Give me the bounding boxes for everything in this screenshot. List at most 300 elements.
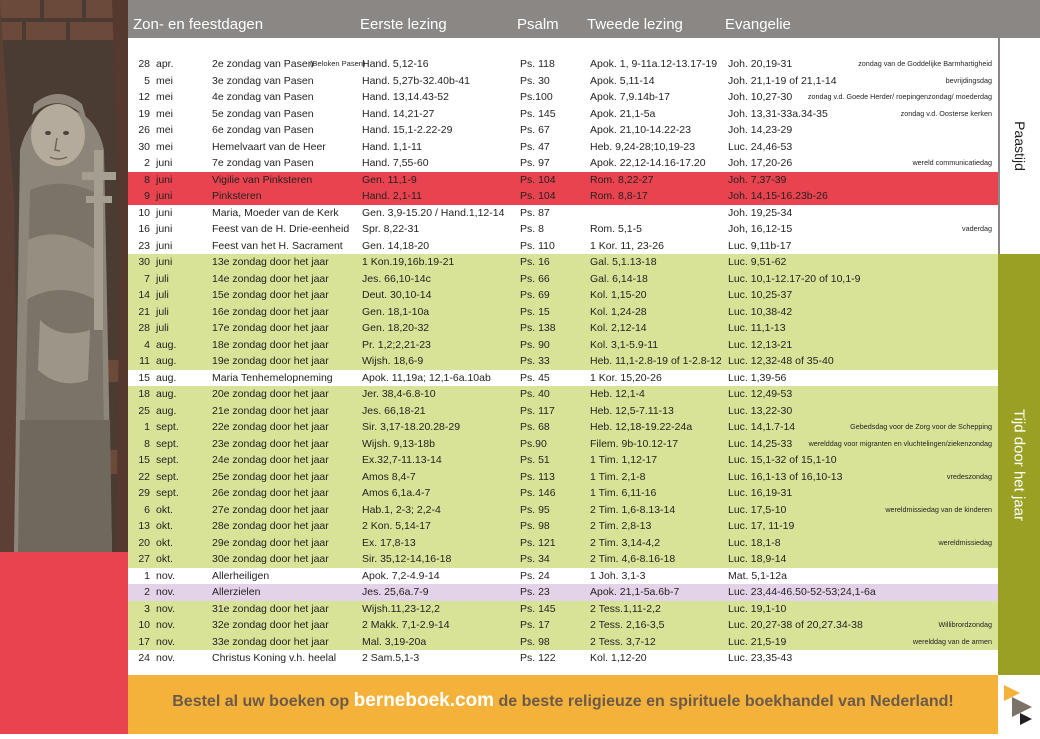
row-psalm: Ps. 34 [520, 553, 550, 565]
row-gospel: Luc. 12,49-53 [728, 388, 793, 400]
row-month: sept. [156, 437, 179, 450]
row-gospel: Luc. 9,51-62 [728, 256, 787, 268]
row-month: aug. [156, 355, 177, 367]
row-second-reading: 1 Tim. 6,11-16 [590, 487, 657, 499]
row-feast-name: 5e zondag van Pasen [212, 107, 314, 120]
row-gospel: Joh, 16,12-15 [728, 223, 793, 235]
row-feast-name: Allerzielen [212, 586, 261, 598]
row-feast-name: Feest van het H. Sacrament [212, 239, 343, 252]
tijd-door-het-jaar-band [998, 254, 1040, 675]
row-second-reading: 2 Tim. 1,6-8.13-14 [590, 503, 676, 516]
table-row [128, 518, 998, 535]
row-gospel: Luc. 20,27-38 of 20,27.34-38 [728, 619, 863, 631]
row-gospel: Joh. 17,20-26 [728, 157, 793, 169]
row-note: bevrijdingsdag [945, 75, 992, 85]
row-first-reading: Deut. 30,10-14 [362, 289, 432, 301]
row-psalm: Ps. 33 [520, 355, 550, 367]
row-month: juni [156, 239, 173, 252]
row-gospel: Luc. 13,22-30 [728, 404, 793, 417]
table-row [128, 535, 998, 552]
row-psalm: Ps. 146 [520, 487, 556, 499]
row-month: juli [156, 272, 169, 285]
row-second-reading: Apok. 22,12-14.16-17.20 [590, 157, 706, 169]
row-first-reading: Jes. 66,18-21 [362, 404, 426, 417]
row-day: 7 [144, 272, 150, 285]
row-feast-name: 28e zondag door het jaar [212, 520, 329, 532]
row-first-reading: Gen. 14,18-20 [362, 239, 430, 252]
header-second-reading: Tweede lezing [587, 16, 683, 33]
row-first-reading: Pr. 1,2;2,21-23 [362, 338, 431, 351]
row-first-reading: Hab.1, 2-3; 2,2-4 [362, 503, 441, 516]
row-day: 21 [138, 305, 150, 318]
row-feast-subtitle: (Beloken Pasen) [310, 59, 366, 68]
tijd-door-het-jaar-label: Tijd door het jaar [1010, 408, 1028, 521]
footer-text [128, 690, 998, 712]
row-psalm: Ps. 15 [520, 305, 550, 318]
row-psalm: Ps. 104 [520, 173, 556, 186]
row-note: Willibrordzondag [938, 620, 992, 629]
row-day: 12 [138, 91, 150, 103]
row-note: wereldmissiedag [938, 537, 992, 547]
row-first-reading: Wijsh. 9,13-18b [362, 437, 435, 450]
table-row [128, 568, 998, 585]
row-second-reading: 1 Kor. 11, 23-26 [590, 239, 664, 252]
table-row [128, 617, 998, 634]
row-gospel: Luc. 23,35-43 [728, 652, 793, 664]
row-psalm: Ps. 17 [520, 619, 550, 631]
footer-text-before: Bestel al uw boeken op [172, 693, 354, 710]
row-month: juni [156, 173, 173, 186]
row-gospel: Luc. 17,5-10 [728, 503, 787, 516]
row-feast-name: 32e zondag door het jaar [212, 619, 329, 631]
row-gospel: Luc. 10,38-42 [728, 305, 793, 318]
row-gospel: Joh. 7,37-39 [728, 173, 787, 186]
row-feast-name: 17e zondag door het jaar [212, 322, 329, 334]
row-second-reading: Gal. 5,1.13-18 [590, 256, 657, 268]
row-day: 5 [144, 74, 150, 87]
row-second-reading: Apok. 21,1-5a.6b-7 [590, 586, 680, 598]
row-second-reading: Rom. 5,1-5 [590, 223, 642, 235]
row-feast-name: Christus Koning v.h. heelal [212, 652, 337, 664]
row-feast-name: 19e zondag door het jaar [212, 355, 329, 367]
row-month: mei [156, 91, 173, 103]
row-gospel: Luc. 14,25-33 [728, 437, 793, 450]
row-second-reading: Heb. 9,24-28;10,19-23 [590, 140, 696, 153]
table-row [128, 551, 998, 568]
row-month: juni [156, 157, 173, 169]
row-day: 26 [138, 124, 150, 136]
row-psalm: Ps. 30 [520, 74, 550, 87]
row-second-reading: 2 Tim. 3,14-4,2 [590, 536, 661, 549]
row-month: sept. [156, 454, 179, 466]
row-feast-name: 13e zondag door het jaar [212, 256, 329, 268]
row-day: 16 [138, 223, 150, 235]
table-row [128, 502, 998, 519]
row-feast-name: 23e zondag door het jaar [212, 437, 329, 450]
row-psalm: Ps. 104 [520, 190, 556, 202]
row-day: 30 [138, 140, 150, 153]
row-month: apr. [156, 58, 174, 70]
row-day: 29 [138, 487, 150, 499]
row-note: zondag van de Goddelijke Barmhartigheid [858, 59, 992, 68]
table-row [128, 403, 998, 420]
row-feast-name: Vigilie van Pinksteren [212, 173, 313, 186]
row-psalm: Ps. 23 [520, 586, 550, 598]
row-month: sept. [156, 487, 179, 499]
row-second-reading: Apok. 21,10-14.22-23 [590, 124, 691, 136]
row-gospel: Luc. 12,32-48 of 35-40 [728, 355, 834, 367]
row-psalm: Ps. 145 [520, 107, 556, 120]
table-row [128, 436, 998, 453]
row-feast-name: 7e zondag van Pasen [212, 157, 314, 169]
row-first-reading: Ex.32,7-11.13-14 [362, 454, 442, 466]
row-gospel: Luc. 1,39-56 [728, 371, 787, 384]
row-month: aug. [156, 388, 177, 400]
row-first-reading: Amos 8,4-7 [362, 470, 416, 483]
row-day: 25 [138, 404, 150, 417]
row-day: 1 [144, 569, 150, 582]
row-month: nov. [156, 619, 176, 631]
row-gospel: Luc. 10,1-12.17-20 of 10,1-9 [728, 272, 861, 285]
row-feast-name: 31e zondag door het jaar [212, 602, 329, 615]
row-first-reading: Wijsh.11,23-12,2 [362, 602, 441, 615]
table-row [128, 485, 998, 502]
row-feast-name: 21e zondag door het jaar [212, 404, 329, 417]
row-second-reading: 2 Tim. 4,6-8.16-18 [590, 553, 676, 565]
row-second-reading: Apok. 21,1-5a [590, 107, 656, 120]
row-month: mei [156, 124, 173, 136]
row-day: 6 [144, 503, 150, 516]
row-feast-name: Hemelvaart van de Heer [212, 140, 326, 153]
row-second-reading: Rom. 8,8-17 [590, 190, 648, 202]
table-row [128, 188, 998, 205]
row-first-reading: Spr. 8,22-31 [362, 223, 420, 235]
footer-site-link[interactable]: berneboek.com [353, 690, 495, 711]
row-day: 20 [138, 536, 150, 549]
row-second-reading: Heb. 12,5-7.11-13 [590, 404, 674, 417]
row-gospel: Joh. 21,1-19 of 21,1-14 [728, 74, 837, 87]
row-note: wereldmissiedag van de kinderen [885, 504, 992, 514]
row-second-reading: Apok. 1, 9-11a.12-13.17-19 [590, 58, 718, 70]
row-day: 19 [138, 107, 150, 120]
row-month: okt. [156, 536, 173, 549]
row-second-reading: Kol. 1,15-20 [590, 289, 647, 301]
row-first-reading: 2 Makk. 7,1-2.9-14 [362, 619, 450, 631]
row-gospel: Luc. 9,11b-17 [728, 239, 792, 252]
row-gospel: Luc. 15,1-32 of 15,1-10 [728, 454, 837, 466]
row-psalm: Ps. 98 [520, 520, 550, 532]
row-second-reading: Filem. 9b-10.12-17 [590, 437, 679, 450]
row-second-reading: 1 Joh. 3,1-3 [590, 569, 646, 582]
row-feast-name: 24e zondag door het jaar [212, 454, 329, 466]
row-day: 8 [144, 173, 150, 186]
row-gospel: Joh. 19,25-34 [728, 206, 793, 219]
row-month: juni [156, 190, 173, 202]
row-note: vredeszondag [946, 471, 992, 481]
table-row [128, 238, 998, 255]
row-first-reading: Hand. 5,12-16 [362, 58, 429, 70]
row-note: werelddag voor migranten en vluchtelingen/ziekenzondag [808, 438, 992, 448]
table-row [128, 320, 998, 337]
row-psalm: Ps. 121 [520, 536, 556, 549]
row-psalm: Ps. 110 [520, 239, 555, 252]
row-gospel: Joh. 10,27-30 [728, 91, 793, 103]
row-month: nov. [156, 569, 176, 582]
row-feast-name: 20e zondag door het jaar [212, 388, 329, 400]
row-feast-name: 30e zondag door het jaar [212, 553, 329, 565]
row-note: werelddag van de armen [912, 636, 992, 646]
table-row [128, 89, 998, 106]
row-feast-name: 3e zondag van Pasen [212, 74, 314, 87]
table-row [128, 172, 998, 189]
row-psalm: Ps. 66 [520, 272, 550, 285]
row-month: nov. [156, 586, 176, 598]
row-first-reading: Gen. 11,1-9 [362, 173, 417, 186]
row-feast-name: 26e zondag door het jaar [212, 487, 329, 499]
row-day: 27 [138, 553, 150, 565]
header-gospel: Evangelie [725, 16, 791, 33]
row-day: 22 [138, 470, 150, 483]
row-gospel: Luc. 23,44-46.50-52-53;24,1-6a [728, 586, 876, 598]
table-row [128, 254, 998, 271]
row-first-reading: Hand. 15,1-2.22-29 [362, 124, 453, 136]
table-row [128, 56, 998, 73]
row-gospel: Luc. 16,1-13 of 16,10-13 [728, 470, 843, 483]
row-second-reading: Heb. 12,1-4 [590, 388, 645, 400]
row-gospel: Luc. 12,13-21 [728, 338, 793, 351]
row-month: juli [156, 289, 169, 301]
row-day: 13 [138, 520, 150, 532]
row-gospel: Luc. 24,46-53 [728, 140, 793, 153]
row-day: 9 [144, 190, 150, 202]
row-feast-name: Pinksteren [212, 190, 262, 202]
row-month: aug. [156, 338, 177, 351]
row-feast-name: 2e zondag van Pasen [212, 58, 314, 70]
row-gospel: Joh. 14,23-29 [728, 124, 793, 136]
row-psalm: Ps. 122 [520, 652, 556, 664]
row-day: 1 [144, 421, 150, 433]
row-day: 17 [138, 635, 150, 648]
row-first-reading: Apok. 11,19a; 12,1-6a.10ab [362, 371, 491, 384]
row-first-reading: 2 Sam.5,1-3 [362, 652, 420, 664]
row-feast-name: Feest van de H. Drie-eenheid [212, 223, 350, 235]
row-psalm: Ps. 90 [520, 338, 550, 351]
row-psalm: Ps. 40 [520, 388, 550, 400]
row-gospel: Luc. 16,19-31 [728, 487, 793, 499]
table-row [128, 155, 998, 172]
row-day: 11 [139, 355, 150, 367]
row-psalm: Ps. 97 [520, 157, 550, 169]
row-month: juli [156, 305, 169, 318]
table-row [128, 386, 998, 403]
row-second-reading: 2 Tess.1,11-2,2 [590, 602, 661, 615]
row-gospel: Luc. 17, 11-19 [728, 520, 795, 532]
row-first-reading: Apok. 7,2-4.9-14 [362, 569, 440, 582]
row-feast-name: 14e zondag door het jaar [212, 272, 329, 285]
row-note: Gebedsdag voor de Zorg voor de Schepping [850, 422, 992, 431]
row-second-reading: Gal. 6,14-18 [590, 272, 648, 285]
row-psalm: Ps. 87 [520, 206, 550, 219]
table-row [128, 370, 998, 387]
table-row [128, 584, 998, 601]
row-first-reading: Jer. 38,4-6.8-10 [362, 388, 436, 400]
row-psalm: Ps. 51 [520, 454, 550, 466]
header-feastdays: Zon- en feestdagen [133, 16, 264, 33]
row-month: mei [156, 107, 173, 120]
row-month: mei [156, 74, 173, 87]
row-note: wereld communicatiedag [912, 158, 992, 167]
table-row [128, 205, 998, 222]
row-first-reading: Gen. 18,20-32 [362, 322, 430, 334]
table-row [128, 452, 998, 469]
row-gospel: Luc. 10,25-37 [728, 289, 793, 301]
header-psalm: Psalm [517, 16, 559, 33]
footer-text-after: de beste religieuze en spirituele boekhandel van Nederland! [494, 693, 954, 710]
row-day: 15 [138, 371, 150, 384]
table-row [128, 122, 998, 139]
row-second-reading: Apok. 5,11-14 [590, 74, 655, 87]
row-psalm: Ps. 47 [520, 140, 550, 153]
row-day: 30 [138, 256, 150, 268]
row-day: 18 [138, 388, 150, 400]
row-feast-name: Allerheiligen [212, 569, 270, 582]
row-first-reading: Ex. 17,8-13 [362, 536, 416, 549]
row-first-reading: Gen. 3,9-15.20 / Hand.1,12-14 [362, 206, 505, 219]
row-psalm: Ps. 145 [520, 602, 556, 615]
row-psalm: Ps. 95 [520, 503, 550, 516]
table-row [128, 106, 998, 123]
table-row [128, 353, 998, 370]
row-day: 24 [138, 652, 150, 664]
row-first-reading: Wijsh. 18,6-9 [362, 355, 424, 367]
row-gospel: Joh. 20,19-31 [728, 58, 793, 70]
row-note: zondag v.d. Goede Herder/ roepingenzondag/ moederdag [807, 92, 992, 101]
row-day: 2 [144, 586, 150, 598]
row-month: juni [156, 223, 173, 235]
row-feast-name: 22e zondag door het jaar [212, 421, 329, 433]
table-row [128, 337, 998, 354]
row-psalm: Ps. 16 [520, 256, 550, 268]
row-first-reading: Mal. 3,19-20a [362, 635, 427, 648]
row-second-reading: 2 Tess. 3,7-12 [590, 635, 656, 648]
row-first-reading: Hand. 14,21-27 [362, 107, 435, 120]
row-first-reading: Hand. 7,55-60 [362, 157, 429, 169]
footer-banner [128, 675, 998, 734]
table-row [128, 601, 998, 618]
row-psalm: Ps. 98 [520, 635, 550, 648]
row-first-reading: Hand. 1,1-11 [362, 140, 422, 153]
row-gospel: Luc. 21,5-19 [728, 635, 787, 648]
row-first-reading: Jes. 66,10-14c [362, 272, 431, 285]
row-second-reading: 2 Tim. 2,8-13 [590, 520, 652, 532]
row-feast-name: 15e zondag door het jaar [212, 289, 329, 301]
row-feast-name: 25e zondag door het jaar [212, 470, 329, 483]
row-psalm: Ps.100 [520, 91, 553, 103]
table-row [128, 271, 998, 288]
row-first-reading: Gen. 18,1-10a [362, 305, 430, 318]
row-feast-name: 27e zondag door het jaar [212, 503, 329, 516]
saint-statue-photo [0, 0, 128, 552]
row-psalm: Ps. 45 [520, 371, 550, 384]
paastijd-band [998, 38, 1040, 254]
row-month: juni [156, 256, 173, 268]
row-month: juni [156, 206, 173, 219]
row-month: nov. [156, 652, 176, 664]
row-day: 14 [138, 289, 150, 301]
row-month: okt. [156, 553, 173, 565]
table-row [128, 304, 998, 321]
row-psalm: Ps. 69 [520, 289, 550, 301]
row-psalm: Ps. 8 [520, 223, 544, 235]
berneboek-logo [998, 675, 1040, 734]
row-feast-name: Maria Tenhemelopneming [212, 371, 333, 384]
row-month: okt. [156, 520, 173, 532]
row-month: okt. [156, 503, 173, 516]
row-month: nov. [156, 602, 176, 615]
row-day: 3 [144, 602, 150, 615]
row-second-reading: Heb. 12,18-19.22-24a [590, 421, 693, 433]
table-row [128, 139, 998, 156]
table-row [128, 73, 998, 90]
row-gospel: Joh. 13,31-33a.34-35 [728, 107, 828, 120]
row-month: aug. [156, 371, 177, 384]
row-psalm: Ps. 117 [520, 404, 555, 417]
row-note: vaderdag [962, 224, 992, 233]
header-first-reading: Eerste lezing [360, 16, 447, 33]
table-row [128, 419, 998, 436]
row-gospel: Joh. 14,15-16.23b-26 [728, 190, 828, 202]
table-row [128, 287, 998, 304]
row-second-reading: Kol. 1,12-20 [590, 652, 647, 664]
row-day: 2 [144, 157, 150, 169]
row-gospel: Mat. 5,1-12a [728, 569, 787, 582]
row-second-reading: Heb. 11,1-2.8-19 of 1-2.8-12 [590, 355, 722, 367]
row-feast-name: 33e zondag door het jaar [212, 635, 329, 648]
row-first-reading: 2 Kon. 5,14-17 [362, 520, 431, 532]
row-day: 4 [144, 338, 150, 351]
row-second-reading: Kol. 3,1-5.9-11 [590, 338, 659, 351]
row-note: zondag v.d. Oosterse kerken [900, 108, 992, 118]
row-gospel: Luc. 14,1.7-14 [728, 421, 796, 433]
row-second-reading: 1 Tim. 1,12-17 [590, 454, 658, 466]
row-month: sept. [156, 421, 179, 433]
row-day: 28 [138, 322, 150, 334]
row-feast-name: 16e zondag door het jaar [212, 305, 329, 318]
row-second-reading: Kol. 1,24-28 [590, 305, 647, 318]
row-day: 10 [138, 206, 150, 219]
row-second-reading: Kol. 2,12-14 [590, 322, 647, 334]
row-psalm: Ps. 138 [520, 322, 556, 334]
row-first-reading: Sir. 35,12-14,16-18 [362, 553, 452, 565]
row-first-reading: Amos 6,1a.4-7 [362, 487, 431, 499]
row-month: mei [156, 140, 173, 153]
logo-icon [998, 675, 1040, 734]
row-day: 10 [138, 619, 150, 631]
row-month: nov. [156, 635, 176, 648]
row-month: juli [156, 322, 169, 334]
row-day: 15 [138, 454, 150, 466]
paastijd-label: Paastijd [1012, 121, 1028, 171]
row-first-reading: Hand. 2,1-11 [362, 190, 422, 202]
row-gospel: Luc. 11,1-13 [728, 322, 786, 334]
row-day: 28 [138, 58, 150, 70]
row-first-reading: Hand. 13,14.43-52 [362, 91, 449, 103]
row-month: aug. [156, 404, 177, 417]
row-feast-name: 18e zondag door het jaar [212, 338, 329, 351]
red-decorative-block [0, 552, 128, 734]
table-header [128, 0, 1040, 38]
row-second-reading: 1 Tim. 2,1-8 [590, 470, 646, 483]
